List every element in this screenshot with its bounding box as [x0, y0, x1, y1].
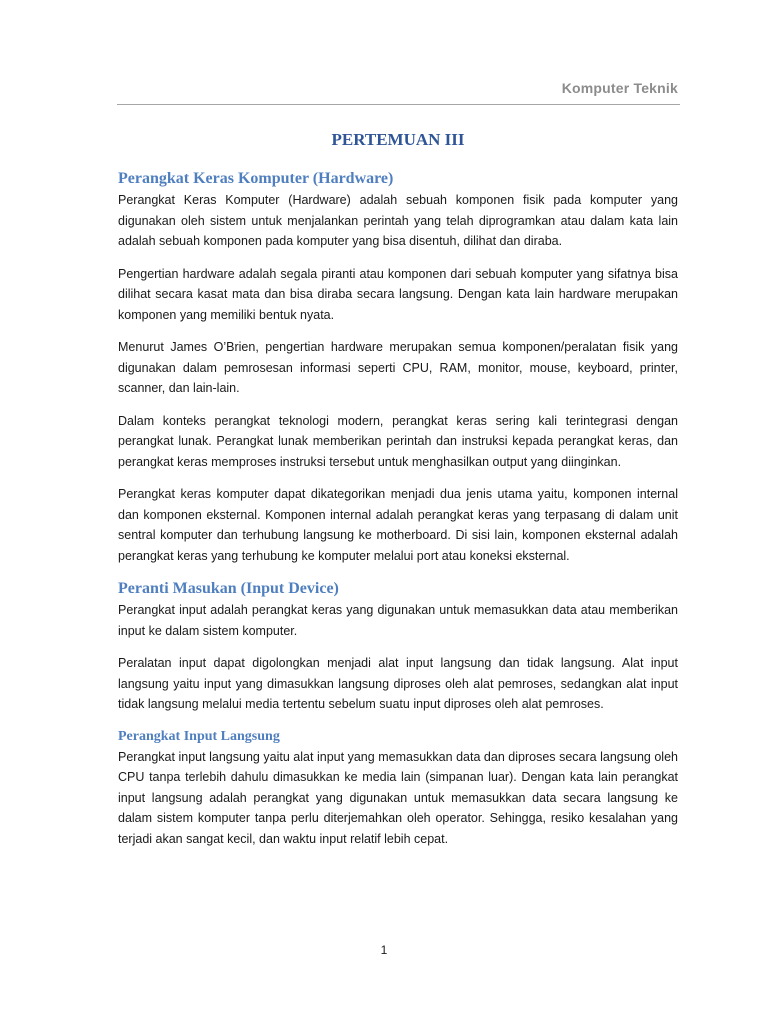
paragraph: Perangkat input adalah perangkat keras yang digunakan untuk memasukkan data atau memberikan input ke dalam sistem komputer.: [118, 603, 678, 638]
section-heading: Perangkat Keras Komputer (Hardware): [118, 170, 394, 187]
section-direct-input: [118, 727, 678, 850]
paragraph: Perangkat keras komputer dapat dikategorikan menjadi dua jenis utama yaitu, komponen internal dan komponen eksternal. Komponen internal adalah perangkat keras yang terpasang di dalam unit sentral komputer dan terhubung langsung ke motherboard. Di sisi lain, komponen eksternal adalah perangkat keras yang terhubung ke komputer melalui port atau koneksi eksternal.: [118, 487, 678, 563]
paragraph: Dalam konteks perangkat teknologi modern, perangkat keras sering kali terintegrasi dengan perangkat lunak. Perangkat lunak memberikan perintah dan instruksi kepada perangkat keras, dan perangkat keras memproses instruksi tersebut untuk menghasilkan output yang diinginkan.: [118, 413, 678, 469]
paragraph: Menurut James O’Brien, pengertian hardware merupakan semua komponen/peralatan fisik yang digunakan dalam pemrosesan informasi seperti CPU, RAM, monitor, mouse, keyboard, printer, scanner, dan lain-lain.: [118, 340, 678, 395]
page-content: [118, 128, 678, 861]
running-header: Komputer Teknik: [561, 80, 678, 96]
paragraph: Perangkat Keras Komputer (Hardware) adalah sebuah komponen fisik pada komputer yang digunakan oleh sistem untuk menjalankan perintah yang telah diprogramkan atau dalam kata lain adalah sebuah komponen pada komputer yang bisa disentuh, dilihat dan diraba.: [118, 193, 678, 248]
subsection-heading: Perangkat Input Langsung: [118, 728, 280, 744]
section-input-device: [118, 578, 678, 715]
section-heading: Peranti Masukan (Input Device): [118, 580, 339, 597]
page-number: 1: [380, 943, 388, 957]
page-title: PERTEMUAN III: [331, 130, 465, 149]
paragraph: Pengertian hardware adalah segala piranti atau komponen dari sebuah komputer yang sifatnya bisa dilihat secara kasat mata dan bisa diraba secara langsung. Dengan kata lain hardware merupakan komponen yang memiliki bentuk nyata.: [118, 266, 678, 322]
section-hardware: [118, 168, 678, 566]
paragraph: Peralatan input dapat digolongkan menjadi alat input langsung dan tidak langsung. Alat input langsung yaitu input yang dimasukkan langsung diproses oleh alat pemroses, sedangkan alat input tidak langsung melalui media tertentu sebelum suatu input diproses oleh alat pemroses.: [118, 656, 678, 711]
header-divider: [117, 104, 680, 105]
paragraph: Perangkat input langsung yaitu alat input yang memasukkan data dan diproses secara langsung oleh CPU tanpa terlebih dahulu dimasukkan ke media lain (simpanan luar). Dengan kata lain perangkat input langsung adalah perangkat yang digunakan untuk memasukkan data secara langsung ke dalam sistem komputer tanpa perlu diterjemahkan oleh operator. Sehingga, resiko kesalahan yang terjadi akan sangat kecil, dan waktu input relatif lebih cepat.: [118, 749, 678, 846]
